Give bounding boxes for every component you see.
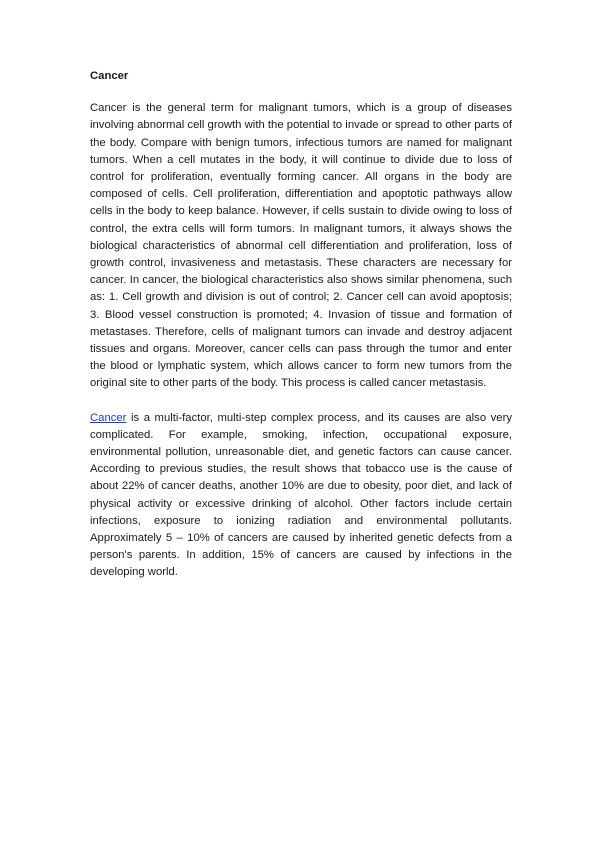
paragraph-2 <box>90 410 512 582</box>
paragraph-2-text: is a multi-factor, multi-step complex process, and its causes are also very complicated. For example, smoking, infection, occupational exposure, environmental pollution, unreasonable diet, and genetic factors can cause cancer. According to previous studies, the result shows that tobacco use is the cause of about 22% of cancer deaths, another 10% are due to obesity, poor diet, and lack of physical activity or excessive drinking of alcohol. Other factors include certain infections, exposure to ionizing radiation and environmental pollutants. Approximately 5 – 10% of cancers are caused by inherited genetic defects from a person's parents. In addition, 15% of cancers are caused by infections in the developing world. <box>90 411 512 579</box>
document-page <box>90 68 512 599</box>
cancer-link[interactable]: Cancer <box>90 411 127 424</box>
paragraph-1: Cancer is the general term for malignant tumors, which is a group of diseases involving abnormal cell growth with the potential to invade or spread to other parts of the body. Compare with benign tumors, infectious tumors are named for malignant tumors. When a cell mutates in the body, it will continue to divide due to loss of control for proliferation, eventually forming cancer. All organs in the body are composed of cells. Cell proliferation, differentiation and apoptotic pathways allow cells in the body to keep balance. However, if cells sustain to divide owing to loss of control, the extra cells will form tumors. In malignant tumors, it always shows the biological characteristics of abnormal cell differentiation and proliferation, loss of growth control, invasiveness and metastasis. These characters are necessary for cancer. In cancer, the biological characteristics also shows similar phenomena, such as: 1. Cell growth and division is out of control; 2. Cancer cell can avoid apoptosis; 3. Blood vessel construction is promoted; 4. Invasion of tissue and formation of metastases. Therefore, cells of malignant tumors can invade and destroy adjacent tissues and organs. Moreover, cancer cells can pass through the tumor and enter the blood or lymphatic system, which allows cancer to form new tumors from the original site to other parts of the body. This process is called cancer metastasis. <box>90 102 512 390</box>
document-title: Cancer <box>90 70 129 82</box>
